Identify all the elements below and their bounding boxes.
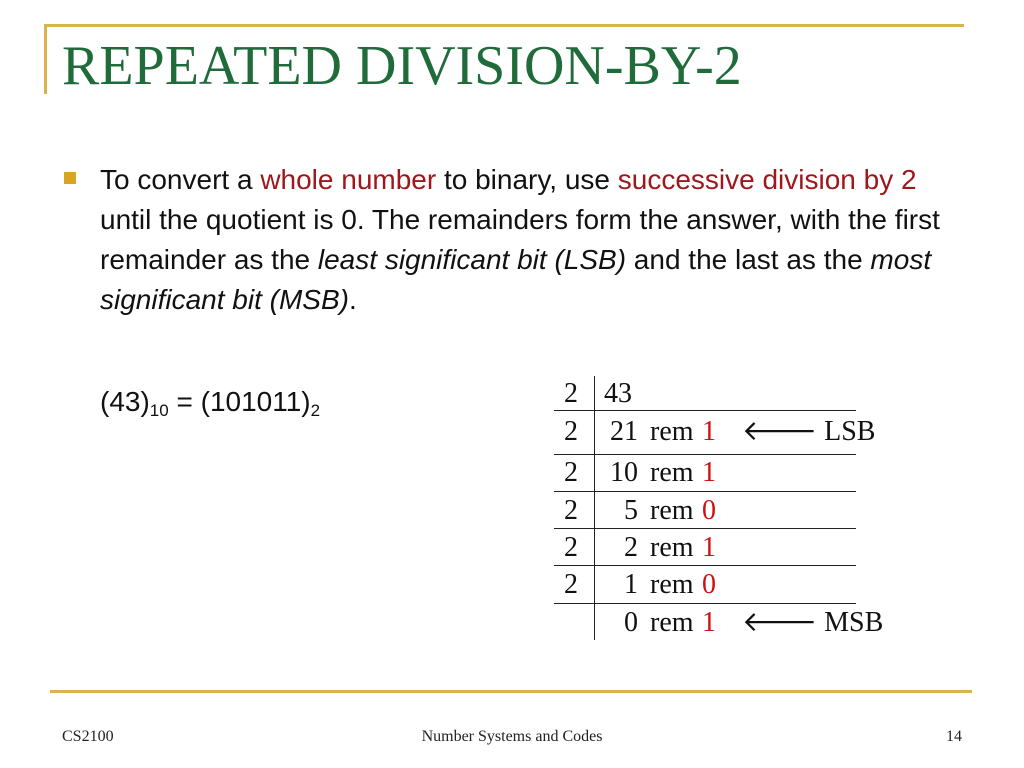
- bullet-text-part-3: until the quotient is 0. The remainders form the answer, with the first remainder as the: [100, 204, 940, 275]
- rem-label: rem: [650, 607, 694, 638]
- slide-title: REPEATED DIVISION-BY-2: [62, 35, 742, 97]
- remainder-value: 1: [702, 457, 716, 488]
- italic-msb-phrase: most significant bit (MSB): [100, 244, 932, 315]
- division-divisor: 2: [564, 569, 578, 600]
- division-row-line: [554, 565, 856, 566]
- division-quotient: 2: [624, 532, 638, 563]
- rem-label: rem: [650, 495, 694, 526]
- bullet-text: [100, 160, 960, 320]
- division-quotient: 1: [624, 569, 638, 600]
- highlight-successive-division: successive division by 2: [617, 164, 917, 195]
- lsb-label: LSB: [824, 416, 876, 447]
- left-arrow-icon: 🡐: [742, 607, 818, 638]
- remainder-value: 1: [702, 607, 716, 638]
- division-quotient: 21: [610, 416, 638, 447]
- rem-label: rem: [650, 457, 694, 488]
- division-divisor: 2: [564, 457, 578, 488]
- bullet-text-part-1: To convert a: [100, 164, 261, 195]
- highlight-whole-number: whole number: [260, 164, 437, 195]
- division-quotient: 10: [610, 457, 638, 488]
- rem-label: rem: [650, 532, 694, 563]
- division-divisor: 2: [564, 532, 578, 563]
- division-row-line: [554, 454, 856, 455]
- rem-label: rem: [650, 569, 694, 600]
- footer-page-number: 14: [946, 728, 962, 745]
- msb-label: MSB: [824, 607, 884, 638]
- bullet-text-part-5: .: [348, 284, 357, 315]
- remainder-value: 0: [702, 495, 716, 526]
- division-vertical-line: [594, 376, 595, 640]
- title-frame-left-line: [44, 24, 47, 94]
- division-table: [554, 376, 884, 642]
- rem-label: rem: [650, 416, 694, 447]
- equation-decimal-base: 10: [149, 401, 169, 420]
- bullet-text-part-2: to binary, use: [436, 164, 618, 195]
- division-divisor: 2: [564, 378, 578, 409]
- remainder-value: 0: [702, 569, 716, 600]
- equation-binary: = (101011): [168, 386, 311, 417]
- italic-lsb-phrase: least significant bit (LSB): [317, 244, 627, 275]
- equation-decimal: (43): [100, 386, 150, 417]
- division-quotient: 0: [624, 607, 638, 638]
- division-quotient: 5: [624, 495, 638, 526]
- equation-binary-base: 2: [310, 401, 321, 420]
- title-frame-top-line: [44, 24, 964, 27]
- division-divisor: 2: [564, 495, 578, 526]
- division-row-line: [554, 410, 856, 411]
- left-arrow-icon: 🡐: [742, 416, 818, 447]
- remainder-value: 1: [702, 532, 716, 563]
- division-quotient: 43: [604, 378, 632, 409]
- division-row-line: [554, 528, 856, 529]
- division-divisor: 2: [564, 416, 578, 447]
- footer-divider: [50, 690, 972, 693]
- lsb-marker: [742, 416, 875, 448]
- bullet-text-part-4: and the last as the: [626, 244, 871, 275]
- bullet-square-icon: [64, 172, 76, 184]
- division-row-line: [554, 603, 856, 604]
- msb-marker: [742, 607, 883, 639]
- conversion-equation: [100, 386, 320, 421]
- remainder-value: 1: [702, 416, 716, 447]
- division-row-line: [554, 491, 856, 492]
- footer-course-code: CS2100: [62, 728, 114, 745]
- footer-topic: Number Systems and Codes: [421, 728, 603, 745]
